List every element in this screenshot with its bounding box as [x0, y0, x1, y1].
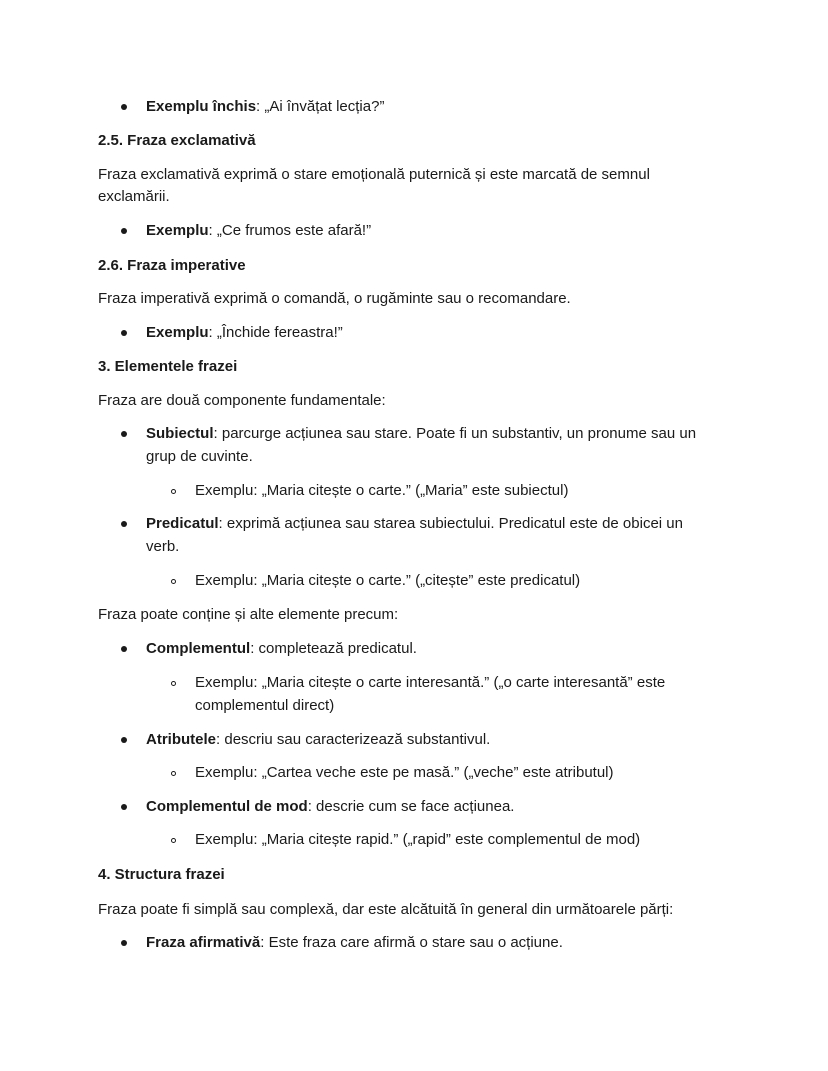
list-item-text: : „Ce frumos este afară!”: [208, 222, 372, 239]
list-item-text: : „Închide fereastra!”: [208, 324, 343, 341]
paragraph: Fraza poate fi simplă sau complexă, dar este alcătuită în general din următoarele părți:: [98, 901, 674, 918]
sub-bullet: [171, 489, 176, 494]
paragraph: Fraza imperativă exprimă o comandă, o rugăminte sau o recomandare.: [98, 290, 571, 307]
bullet: [121, 521, 127, 527]
bold-label: Predicatul: [146, 515, 219, 532]
list-item-text: : exprimă acțiunea sau starea subiectului. Predicatul este de obicei un: [218, 515, 683, 532]
paragraph: Fraza poate conține și alte elemente precum:: [98, 606, 399, 623]
sub-bullet: [171, 579, 176, 584]
bullet: [121, 940, 127, 946]
paragraph: exclamării.: [98, 188, 170, 205]
list-item-example-exclamative: [146, 221, 371, 241]
list-item-continuation: grup de cuvinte.: [146, 448, 253, 465]
heading-2-5: 2.5. Fraza exclamativă: [98, 132, 256, 149]
bullet: [121, 737, 127, 743]
sub-list-item: Exemplu: „Maria citește o carte interesantă.” („o carte interesantă” este: [195, 674, 666, 691]
bold-label: Complementul de mod: [146, 798, 308, 815]
bullet: [121, 330, 127, 336]
list-item-text: : Este fraza care afirmă o stare sau o acțiune.: [260, 934, 563, 951]
bold-label: Fraza afirmativă: [146, 934, 261, 951]
list-item-predicate: [146, 514, 683, 534]
list-item-continuation: verb.: [146, 538, 180, 555]
heading-2-6: 2.6. Fraza imperative: [98, 257, 246, 274]
list-item-text: : completează predicatul.: [250, 640, 417, 657]
list-item-text: : descriu sau caracterizează substantivul.: [216, 731, 491, 748]
sub-list-item: Exemplu: „Maria citește o carte.” („citește” este predicatul): [195, 572, 581, 589]
sub-list-item: Exemplu: „Cartea veche este pe masă.” („veche” este atributul): [195, 764, 614, 781]
bullet: [121, 431, 127, 437]
list-item-affirmative: [146, 933, 563, 953]
list-item-text: : descrie cum se face acțiunea.: [307, 798, 515, 815]
list-item-complement: [146, 639, 417, 659]
sub-bullet: [171, 681, 176, 686]
paragraph: Fraza are două componente fundamentale:: [98, 392, 386, 409]
list-item-example-imperative: [146, 323, 343, 343]
paragraph: Fraza exclamativă exprimă o stare emoțională puternică și este marcată de semnul: [98, 166, 650, 183]
bold-label: Atributele: [146, 731, 217, 748]
sub-bullet: [171, 771, 176, 776]
bullet: [121, 228, 127, 234]
sub-list-item: Exemplu: „Maria citește rapid.” („rapid” este complementul de mod): [195, 831, 641, 848]
list-item-text: : „Ai învățat lecția?”: [256, 98, 385, 115]
list-item-subject: [146, 424, 696, 444]
sub-bullet: [171, 838, 176, 843]
bold-label: Complementul: [146, 640, 251, 657]
heading-3: 3. Elementele frazei: [98, 358, 238, 375]
list-item-manner-complement: [146, 797, 514, 817]
list-item-attribute: [146, 730, 490, 750]
heading-4: 4. Structura frazei: [98, 866, 225, 883]
list-item-example-closed: [146, 97, 384, 117]
bold-label: Exemplu: [146, 324, 209, 341]
bold-label: Subiectul: [146, 425, 214, 442]
bold-label: Exemplu: [146, 222, 209, 239]
list-item-text: : parcurge acțiunea sau stare. Poate fi un substantiv, un pronume sau un: [213, 425, 697, 442]
bullet: [121, 104, 127, 110]
bold-label: Exemplu închis: [146, 98, 257, 115]
bullet: [121, 804, 127, 810]
sub-list-item-continuation: complementul direct): [195, 697, 335, 714]
bullet: [121, 646, 127, 652]
sub-list-item: Exemplu: „Maria citește o carte.” („Maria” este subiectul): [195, 482, 569, 499]
